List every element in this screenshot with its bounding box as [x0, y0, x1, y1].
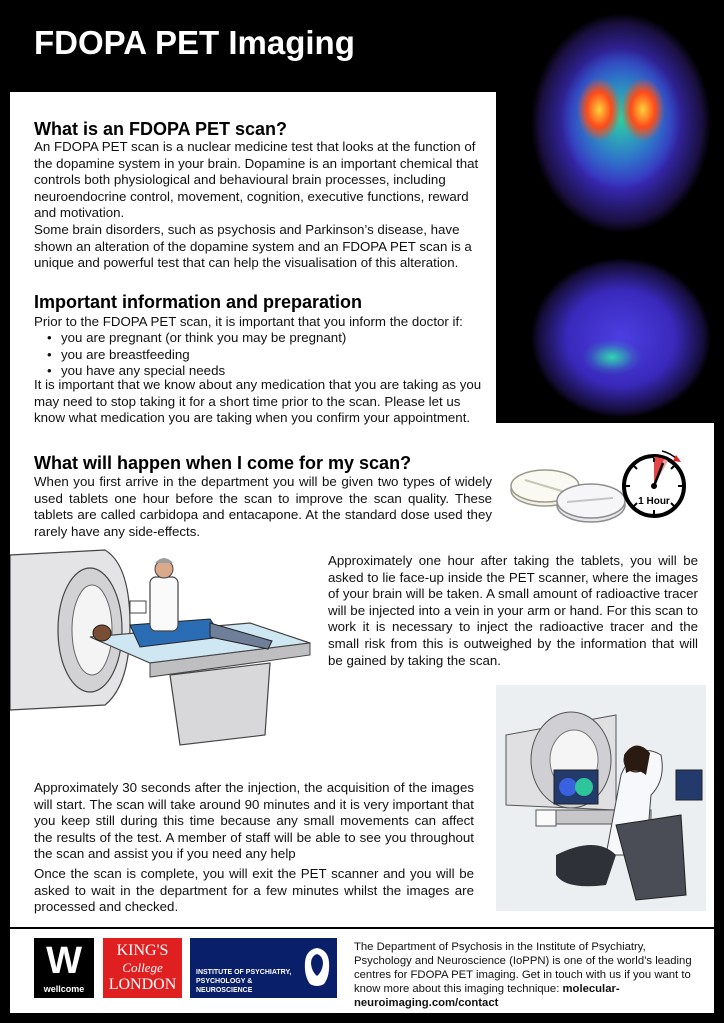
pet-scan-axial-image [530, 12, 712, 234]
ioppn-logo-text: INSTITUTE OF PSYCHIATRY, PSYCHOLOGY & NEUROSCIENCE [196, 969, 292, 994]
kings-logo-line1: KING'S [116, 942, 169, 959]
footer-text [354, 940, 699, 1010]
ioppn-logo [190, 938, 337, 998]
preparation-list [34, 330, 474, 380]
section-heading-what-happens: What will happen when I come for my scan? [34, 453, 412, 473]
section-heading-preparation: Important information and preparation [34, 292, 363, 312]
footer-divider [10, 927, 714, 929]
ioppn-crest-icon [302, 946, 332, 990]
pet-scan-sagittal-image [530, 258, 712, 418]
footer-description: The Department of Psychosis in the Institute of Psychiatry, Psychology and Neuroscience (IoPPN) is one of the world’s leading centres for FDOPA PET imaging. Get in touch with us if you want to know more about this imaging technique: [354, 941, 692, 996]
section2-paragraph: It is important that we know about any medication that you are taking as you may need to stop taking it for a short time prior to the scan. Please let us know what medication you are taking when you confirm your appointment. [34, 377, 482, 426]
wellcome-logo-mark: W [46, 940, 82, 982]
wellcome-logo-text: wellcome [43, 984, 85, 994]
kings-logo-line2: College [122, 960, 163, 975]
clock-label: 1 Hour [638, 496, 670, 507]
list-item: • you are pregnant (or think you may be pregnant) [34, 330, 474, 347]
section3-paragraph-2: Approximately one hour after taking the tablets, you will be asked to lie face-up inside the PET scanner, where the images of your brain will be taken. A small amount of radioactive tracer will be injected into a vein in your arm or hand. For this scan to work it is necessary to inject the radioactive tracer and the small risk from this is outweighed by the information that will be gained by taking the scan. [328, 553, 698, 668]
scan-monitoring-illustration [496, 685, 706, 911]
footer-contact-link[interactable]: molecular-neuroimaging.com/contact [354, 983, 620, 1010]
wellcome-logo [34, 938, 94, 998]
section1-paragraph-1: An FDOPA PET scan is a nuclear medicine test that looks at the function of the dopamine system in your brain. Dopamine is an important chemical that controls both physiological and behavioural brain processes, including neuroendocrine control, movement, cognition, executive functions, reward and motivation. [34, 139, 479, 221]
section2-intro: Prior to the FDOPA PET scan, it is important that you inform the doctor if: [34, 314, 463, 329]
kings-logo-line3: LONDON [108, 976, 177, 993]
pet-scanner-patient-illustration [10, 545, 320, 750]
section3-paragraph-1: When you first arrive in the department you will be given two types of widely used tablets one hour before the scan to improve the scan quality. These tablets are called carbidopa and entacapone. At the standard dose used they rarely have any side-effects. [34, 474, 492, 539]
clock-icon [618, 446, 690, 518]
list-item: • you have any special needs [34, 363, 474, 380]
section3-paragraph-3: Approximately 30 seconds after the injection, the acquisition of the images will start. The scan will take around 90 minutes and it is very important that you keep still during this time because any small movements can affect the results of the test. A member of staff will be able to see you throughout the scan and assist you if you need any help [34, 780, 474, 862]
section-heading-what-is: What is an FDOPA PET scan? [34, 119, 288, 139]
list-item: • you are breastfeeding [34, 347, 474, 364]
section1-paragraph-2: Some brain disorders, such as psychosis and Parkinson’s disease, have shown an alteration of the dopamine system and an FDOPA PET scan is a unique and powerful test that can help the visualisation of this alteration. [34, 222, 472, 271]
section3-paragraph-4: Once the scan is complete, you will exit the PET scanner and you will be asked to wait in the department for a few minutes whilst the images are processed and checked. [34, 866, 474, 915]
kings-college-london-logo [103, 938, 182, 998]
page-title: FDOPA PET Imaging [34, 24, 355, 61]
